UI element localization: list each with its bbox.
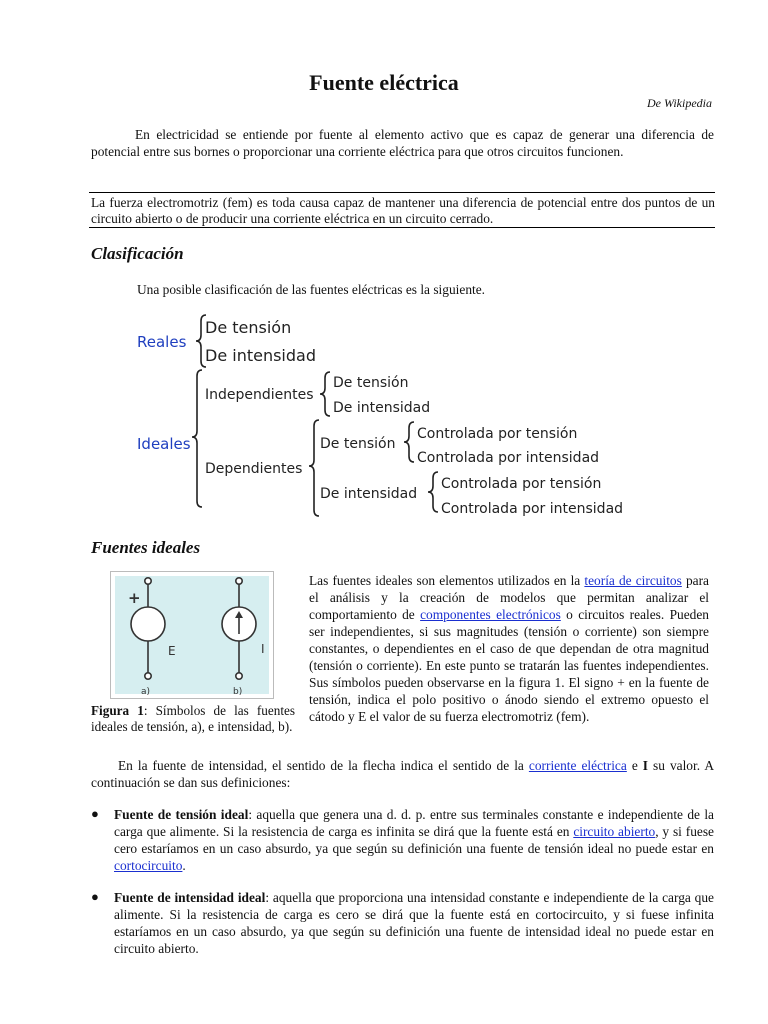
figure-1 <box>110 571 274 699</box>
heading-fuentes-ideales: Fuentes ideales <box>91 538 201 557</box>
link-cortocircuito[interactable]: cortocircuito <box>114 858 183 873</box>
brace-ideales <box>192 370 202 507</box>
p2-bold-i: I <box>642 758 649 773</box>
side-text-2: para el análisis y la creación de modelos que permitan analizar el comportamiento de <box>309 573 710 622</box>
bullet-intensidad-t1: : aquella que proporciona una intensidad constante e independiente de la carga que alimente. Si la resistencia de carga es cero se dirá que la fuente está en cortocircuito, y si fuese infinita estaríamos en un caso absurdo, ya que según su definición una fuente de intensidad ideal no puede estar en circuito abierto. <box>114 890 714 956</box>
link-componentes-electronicos[interactable]: componentes electrónicos <box>420 607 561 622</box>
figure-b-label: b) <box>233 687 243 697</box>
figure-plus-label: + <box>128 589 141 607</box>
diagram-indep-tension: De tensión <box>333 375 409 391</box>
figure-1-diagram <box>111 572 273 698</box>
diagram-ctrl-intensidad-2: Controlada por intensidad <box>441 501 624 517</box>
caption-label: Figura 1 <box>91 703 144 718</box>
link-corriente-electrica[interactable]: corriente eléctrica <box>528 758 627 773</box>
diagram-reales-intensidad: De intensidad <box>205 346 316 365</box>
heading-clasificacion: Clasificación <box>91 244 184 263</box>
bullet-tension-text <box>114 806 714 874</box>
diagram-dependientes: Dependientes <box>205 461 303 477</box>
diagram-reales-tension: De tensión <box>205 318 292 337</box>
classification-diagram <box>130 310 660 522</box>
side-text-1: Las fuentes ideales son elementos utilizados en la <box>309 573 585 588</box>
list-item <box>91 806 714 874</box>
brace-dependientes <box>309 420 319 516</box>
intensidad-paragraph <box>91 757 714 791</box>
diagram-independientes: Independientes <box>205 387 314 403</box>
diagram-ideales: Ideales <box>137 435 191 453</box>
definition-text: La fuerza electromotriz (fem) es toda causa capaz de mantener una diferencia de potencial entre dos puntos de un circuito abierto o de producir una corriente eléctrica en un circuito cerrado. <box>91 195 715 226</box>
brace-dep-tension <box>404 422 414 462</box>
p2-text-2: e <box>626 758 643 773</box>
p2-text-1: En la fuente de intensidad, el sentido de la flecha indica el sentido de la <box>118 758 529 773</box>
caption-text: : Símbolos de las fuentes ideales de tensión, a), e intensidad, b). <box>91 703 295 734</box>
figure-e-label: E <box>168 644 176 658</box>
diagram-ctrl-intensidad-1: Controlada por intensidad <box>417 450 600 466</box>
diagram-dep-tension: De tensión <box>320 436 396 452</box>
definition-box <box>89 192 715 228</box>
side-text-3: o circuitos reales. Pueden ser independientes, si sus magnitudes (tensión o corriente) son siempre constantes, o dependientes en el caso de que dependan de otra magnitud (tensión o corriente). En este punto se tratarán las fuentes independientes. Sus símbolos pueden observarse en la figura 1. El signo + en la fuente de tensión, indica el polo positivo o ánodo siendo el extremo opuesto el cátodo y E el valor de su fuerza electromotriz (fem). <box>309 607 710 724</box>
list-item <box>91 889 714 957</box>
link-circuito-abierto[interactable]: circuito abierto <box>573 824 656 839</box>
diagram-reales: Reales <box>137 333 187 351</box>
bullet-tension-term: Fuente de tensión ideal <box>114 807 249 822</box>
bullet-icon: ● <box>91 889 99 904</box>
bullet-icon: ● <box>91 806 99 821</box>
diagram-indep-intensidad: De intensidad <box>333 400 431 416</box>
figure-a-label: a) <box>141 687 151 697</box>
bullet-tension-t2: , y si fuese cero estaríamos en un caso absurdo, ya que según su definición una fuente de tensión ideal no puede estar en <box>114 824 714 856</box>
bullet-intensidad-text <box>114 889 714 957</box>
bullet-tension-t1: : aquella que genera una d. d. p. entre sus terminales constante e independiente de la carga que alimente. Si la resistencia de carga es infinita se dirá que la fuente está en <box>114 807 714 839</box>
diagram-ctrl-tension-1: Controlada por tensión <box>417 426 578 442</box>
diagram-dep-intensidad: De intensidad <box>320 486 418 502</box>
source-attribution: De Wikipedia <box>647 96 712 110</box>
link-teoria-circuitos[interactable]: teoría de circuitos <box>584 573 682 588</box>
figure-i-label: I <box>261 642 265 656</box>
figure-caption <box>91 703 295 735</box>
brace-independientes <box>320 372 330 416</box>
p2-text-3: su valor. A continuación se dan sus definiciones: <box>91 758 715 790</box>
brace-dep-intensidad <box>428 472 438 512</box>
bullet-intensidad-term: Fuente de intensidad ideal <box>114 890 266 905</box>
ideales-side-paragraph <box>309 572 709 725</box>
bullet-tension-t3: . <box>182 858 186 873</box>
clasificacion-lead: Una posible clasificación de las fuentes eléctricas es la siguiente. <box>137 282 486 297</box>
page-title: Fuente eléctrica <box>309 70 459 95</box>
intro-paragraph: En electricidad se entiende por fuente al elemento activo que es capaz de generar una diferencia de potencial entre sus bornes o proporcionar una corriente eléctrica para que otros circuitos funcionen. <box>91 127 714 159</box>
diagram-ctrl-tension-2: Controlada por tensión <box>441 476 602 492</box>
